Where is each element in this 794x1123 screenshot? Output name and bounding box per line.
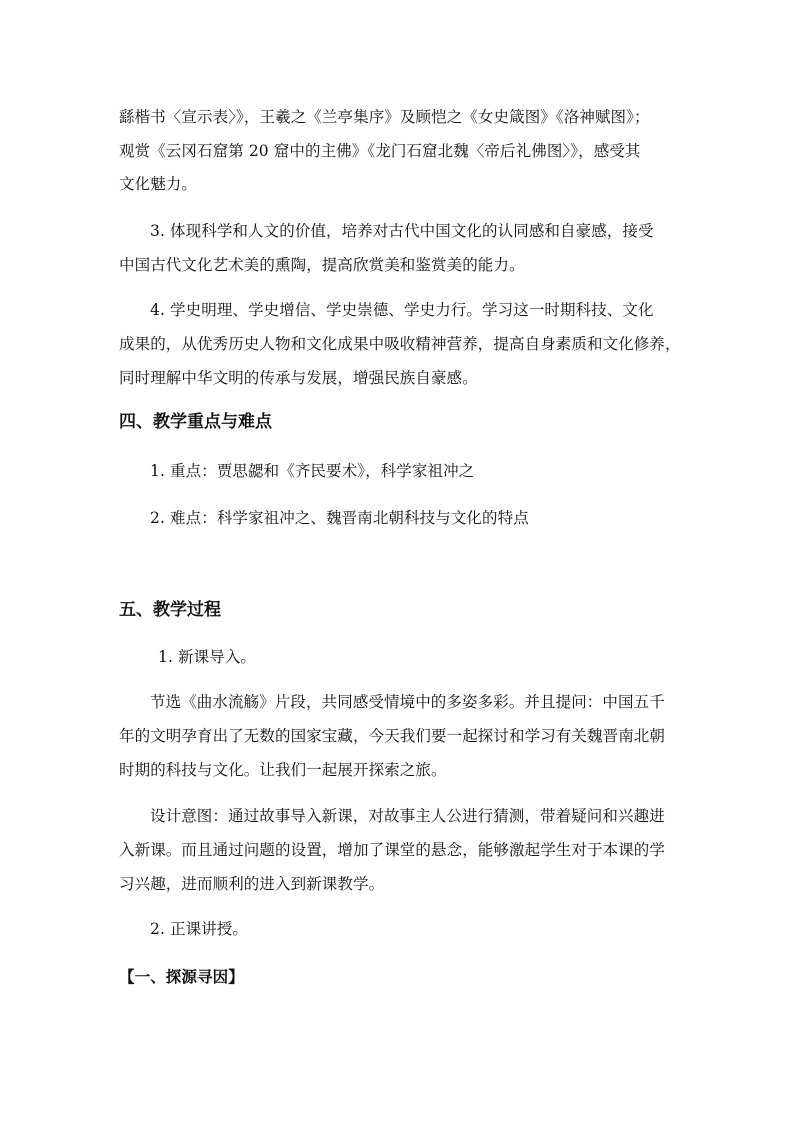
step-2-label: 2. 正课讲授。 [150,920,249,938]
objective-3-line-1: 3. 体现科学和人文的价值，培养对古代中国文化的认同感和自豪感，接受 [150,222,654,240]
intro-line-3: 时期的科技与文化。让我们一起展开探索之旅。 [119,761,447,779]
design-intent-line-3: 习兴趣，进而顺利的进入到新课教学。 [119,875,385,893]
objectives-cont-line-1: 繇楷书〈宣示表〉》，王羲之《兰亭集序》及顾恺之《女史箴图》《洛神赋图》； [119,108,650,126]
objectives-cont-line-2: 观赏《云冈石窟第 20 窟中的主佛》《龙门石窟北魏〈帝后礼佛图〉》，感受其 [119,142,641,160]
objective-4-line-2: 成果的，从优秀历史人物和文化成果中吸收精神营养，提高自身素质和文化修养， [119,335,681,353]
objectives-cont-line-3: 文化魅力。 [119,175,198,193]
design-intent-line-2: 入新课。而且通过问题的设置，增加了课堂的悬念，能够激起学生对于本课的学 [119,841,666,859]
difficult-point-item: 2. 难点：科学家祖冲之、魏晋南北朝科技与文化的特点 [150,509,529,527]
step-1-label: 1. 新课导入。 [158,648,257,666]
subsection-heading: 【一、探源寻因】 [119,968,244,986]
objective-4-line-3: 同时理解中华文明的传承与发展，增强民族自豪感。 [119,369,478,387]
objective-3-line-2: 中国古代文化艺术美的熏陶，提高欣赏美和鉴赏美的能力。 [119,256,525,274]
section-5-heading: 五、教学过程 [119,600,221,620]
design-intent-line-1: 设计意图：通过故事导入新课，对故事主人公进行猜测，带着疑问和兴趣进 [150,807,665,825]
intro-line-2: 年的文明孕育出了无数的国家宝藏，今天我们要一起探讨和学习有关魏晋南北朝 [119,727,666,745]
section-4-heading: 四、教学重点与难点 [119,412,272,432]
objective-4-line-1: 4. 学史明理、学史增信、学史崇德、学史力行。学习这一时期科技、文化 [150,301,654,319]
intro-line-1: 节选《曲水流觞》片段，共同感受情境中的多姿多彩。并且提问：中国五千 [150,693,665,711]
key-point-item: 1. 重点：贾思勰和《齐民要术》，科学家祖冲之 [150,462,475,480]
